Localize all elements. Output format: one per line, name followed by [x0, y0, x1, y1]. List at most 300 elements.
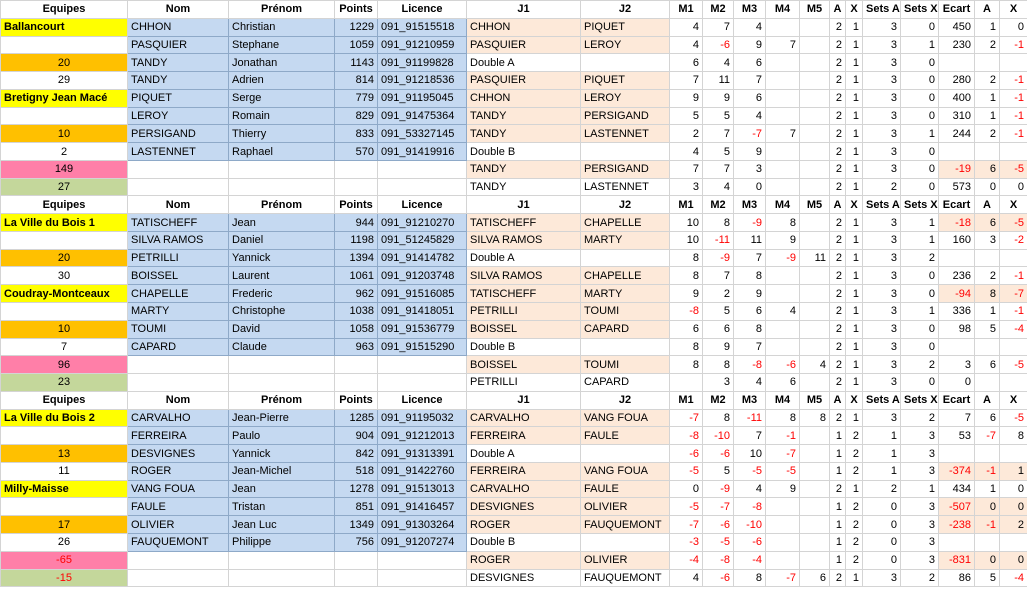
cell-j2[interactable] [581, 445, 670, 463]
cell-j2[interactable]: PIQUET [581, 18, 670, 36]
cell-m1[interactable]: -8 [670, 427, 703, 445]
team-cell[interactable]: 2 [1, 143, 128, 161]
team-cell[interactable] [1, 231, 128, 249]
cell-a[interactable]: 1 [830, 498, 846, 516]
team-cell[interactable]: Bretigny Jean Macé [1, 89, 128, 107]
cell-m4[interactable]: 8 [766, 409, 800, 427]
cell-nom[interactable]: SILVA RAMOS [128, 231, 229, 249]
cell-m4[interactable] [766, 338, 800, 356]
team-cell[interactable]: 29 [1, 72, 128, 90]
cell-m2[interactable]: 8 [703, 356, 734, 374]
cell-j2[interactable]: CAPARD [581, 374, 670, 392]
cell-nom[interactable]: LASTENNET [128, 143, 229, 161]
cell-sets_a[interactable]: 3 [863, 214, 901, 232]
cell-m1[interactable]: 4 [670, 569, 703, 587]
cell-nom[interactable]: OLIVIER [128, 516, 229, 534]
cell-m2[interactable]: -5 [703, 533, 734, 551]
cell-licence[interactable] [378, 356, 467, 374]
cell-m1[interactable]: 9 [670, 89, 703, 107]
cell-a2[interactable]: 1 [975, 89, 1000, 107]
cell-m3[interactable]: 6 [734, 303, 766, 321]
cell-j1[interactable]: CHHON [467, 18, 581, 36]
cell-x2[interactable]: -1 [1000, 125, 1027, 143]
cell-m2[interactable]: 2 [703, 285, 734, 303]
cell-nom[interactable]: CHAPELLE [128, 285, 229, 303]
cell-m3[interactable]: -8 [734, 356, 766, 374]
cell-sets_x[interactable]: 0 [901, 267, 939, 285]
cell-ecart[interactable]: -238 [939, 516, 975, 534]
cell-m3[interactable]: 7 [734, 427, 766, 445]
cell-a[interactable]: 2 [830, 267, 846, 285]
cell-m2[interactable]: 4 [703, 178, 734, 196]
cell-j2[interactable] [581, 249, 670, 267]
cell-m2[interactable]: -9 [703, 249, 734, 267]
cell-m2[interactable]: 5 [703, 107, 734, 125]
cell-m1[interactable]: 10 [670, 231, 703, 249]
cell-sets_a[interactable]: 1 [863, 427, 901, 445]
cell-x2[interactable]: -5 [1000, 356, 1027, 374]
cell-j1[interactable]: BOISSEL [467, 320, 581, 338]
cell-m4[interactable] [766, 533, 800, 551]
cell-sets_x[interactable]: 1 [901, 36, 939, 54]
cell-points[interactable]: 1229 [335, 18, 378, 36]
team-cell[interactable]: 30 [1, 267, 128, 285]
cell-a[interactable]: 2 [830, 338, 846, 356]
cell-m5[interactable]: 11 [800, 249, 830, 267]
cell-sets_x[interactable]: 0 [901, 338, 939, 356]
cell-j1[interactable]: PETRILLI [467, 303, 581, 321]
cell-m5[interactable] [800, 533, 830, 551]
cell-j1[interactable]: PASQUIER [467, 36, 581, 54]
cell-x2[interactable]: -7 [1000, 285, 1027, 303]
cell-j2[interactable]: VANG FOUA [581, 409, 670, 427]
cell-points[interactable] [335, 160, 378, 178]
cell-m2[interactable]: -6 [703, 516, 734, 534]
cell-x[interactable]: 1 [846, 72, 863, 90]
cell-m2[interactable]: 4 [703, 54, 734, 72]
cell-x[interactable]: 2 [846, 462, 863, 480]
cell-points[interactable]: 756 [335, 533, 378, 551]
cell-m3[interactable]: -4 [734, 551, 766, 569]
cell-m5[interactable] [800, 445, 830, 463]
cell-m2[interactable]: -6 [703, 36, 734, 54]
cell-x2[interactable]: -4 [1000, 320, 1027, 338]
cell-a2[interactable]: 2 [975, 125, 1000, 143]
cell-m4[interactable] [766, 143, 800, 161]
cell-points[interactable]: 963 [335, 338, 378, 356]
cell-m4[interactable] [766, 89, 800, 107]
cell-j1[interactable]: FERREIRA [467, 427, 581, 445]
cell-m1[interactable]: 5 [670, 107, 703, 125]
cell-m2[interactable]: 7 [703, 267, 734, 285]
cell-nom[interactable] [128, 374, 229, 392]
cell-j2[interactable] [581, 338, 670, 356]
cell-j1[interactable]: TANDY [467, 160, 581, 178]
cell-x[interactable]: 1 [846, 160, 863, 178]
cell-m5[interactable]: 8 [800, 409, 830, 427]
cell-x[interactable]: 1 [846, 107, 863, 125]
cell-licence[interactable]: 091_91515518 [378, 18, 467, 36]
cell-sets_a[interactable]: 3 [863, 249, 901, 267]
cell-points[interactable]: 1394 [335, 249, 378, 267]
cell-points[interactable]: 779 [335, 89, 378, 107]
cell-a2[interactable]: 6 [975, 409, 1000, 427]
cell-m3[interactable]: 3 [734, 160, 766, 178]
team-cell[interactable]: Ballancourt [1, 18, 128, 36]
cell-x[interactable]: 1 [846, 18, 863, 36]
cell-prenom[interactable] [229, 374, 335, 392]
team-cell[interactable]: 96 [1, 356, 128, 374]
cell-x[interactable]: 1 [846, 285, 863, 303]
cell-a[interactable]: 1 [830, 445, 846, 463]
cell-j2[interactable]: TOUMI [581, 303, 670, 321]
cell-points[interactable]: 1285 [335, 409, 378, 427]
cell-a2[interactable]: 0 [975, 498, 1000, 516]
cell-j2[interactable]: PERSIGAND [581, 107, 670, 125]
cell-sets_a[interactable]: 3 [863, 160, 901, 178]
cell-m5[interactable] [800, 285, 830, 303]
cell-m1[interactable]: 6 [670, 54, 703, 72]
cell-nom[interactable]: PETRILLI [128, 249, 229, 267]
cell-a2[interactable] [975, 143, 1000, 161]
cell-prenom[interactable]: Tristan [229, 498, 335, 516]
cell-points[interactable]: 1058 [335, 320, 378, 338]
cell-ecart[interactable]: 230 [939, 36, 975, 54]
cell-sets_x[interactable]: 2 [901, 249, 939, 267]
cell-x2[interactable]: -5 [1000, 214, 1027, 232]
cell-licence[interactable]: 091_91203748 [378, 267, 467, 285]
cell-sets_a[interactable]: 3 [863, 89, 901, 107]
cell-sets_a[interactable]: 1 [863, 445, 901, 463]
cell-licence[interactable]: 091_91212013 [378, 427, 467, 445]
cell-m1[interactable]: 3 [670, 178, 703, 196]
cell-j2[interactable]: FAUQUEMONT [581, 569, 670, 587]
cell-a[interactable]: 2 [830, 178, 846, 196]
cell-x[interactable]: 1 [846, 356, 863, 374]
cell-m3[interactable]: 10 [734, 445, 766, 463]
cell-x[interactable]: 1 [846, 231, 863, 249]
cell-m4[interactable]: 8 [766, 214, 800, 232]
cell-m4[interactable] [766, 18, 800, 36]
cell-sets_a[interactable]: 3 [863, 72, 901, 90]
team-cell[interactable]: -65 [1, 551, 128, 569]
cell-m1[interactable]: 4 [670, 36, 703, 54]
cell-a2[interactable]: 1 [975, 107, 1000, 125]
cell-x2[interactable]: -1 [1000, 89, 1027, 107]
cell-prenom[interactable]: Adrien [229, 72, 335, 90]
cell-m3[interactable]: 9 [734, 285, 766, 303]
cell-m2[interactable]: 9 [703, 338, 734, 356]
cell-j1[interactable]: CARVALHO [467, 480, 581, 498]
cell-j1[interactable]: Double B [467, 143, 581, 161]
cell-m3[interactable]: 7 [734, 249, 766, 267]
cell-m5[interactable] [800, 374, 830, 392]
cell-sets_x[interactable]: 0 [901, 160, 939, 178]
cell-a2[interactable] [975, 445, 1000, 463]
cell-a2[interactable]: 6 [975, 356, 1000, 374]
cell-sets_x[interactable]: 0 [901, 320, 939, 338]
cell-m3[interactable]: -11 [734, 409, 766, 427]
team-cell[interactable]: 23 [1, 374, 128, 392]
cell-points[interactable]: 1278 [335, 480, 378, 498]
cell-nom[interactable]: ROGER [128, 462, 229, 480]
cell-x[interactable]: 1 [846, 178, 863, 196]
cell-ecart[interactable] [939, 249, 975, 267]
cell-m1[interactable]: 4 [670, 18, 703, 36]
cell-a[interactable]: 2 [830, 214, 846, 232]
cell-licence[interactable]: 091_91416457 [378, 498, 467, 516]
cell-j1[interactable]: Double A [467, 249, 581, 267]
cell-m2[interactable]: 7 [703, 160, 734, 178]
cell-j2[interactable]: CHAPELLE [581, 214, 670, 232]
cell-a2[interactable] [975, 533, 1000, 551]
cell-j1[interactable]: Double A [467, 445, 581, 463]
cell-x[interactable]: 1 [846, 36, 863, 54]
cell-a[interactable]: 2 [830, 374, 846, 392]
cell-j2[interactable]: LASTENNET [581, 125, 670, 143]
cell-ecart[interactable]: 53 [939, 427, 975, 445]
cell-a2[interactable]: 1 [975, 480, 1000, 498]
cell-x2[interactable] [1000, 533, 1027, 551]
cell-x[interactable]: 1 [846, 374, 863, 392]
cell-ecart[interactable]: 450 [939, 18, 975, 36]
cell-nom[interactable]: TANDY [128, 54, 229, 72]
cell-ecart[interactable]: -19 [939, 160, 975, 178]
cell-a2[interactable]: 5 [975, 569, 1000, 587]
cell-ecart[interactable] [939, 533, 975, 551]
cell-sets_x[interactable]: 1 [901, 125, 939, 143]
cell-points[interactable]: 842 [335, 445, 378, 463]
cell-x[interactable]: 1 [846, 409, 863, 427]
cell-m5[interactable] [800, 214, 830, 232]
cell-sets_x[interactable]: 2 [901, 569, 939, 587]
cell-m4[interactable] [766, 516, 800, 534]
cell-a[interactable]: 2 [830, 125, 846, 143]
cell-nom[interactable]: PERSIGAND [128, 125, 229, 143]
cell-sets_a[interactable]: 0 [863, 516, 901, 534]
cell-x2[interactable] [1000, 143, 1027, 161]
cell-m5[interactable] [800, 143, 830, 161]
cell-j1[interactable]: SILVA RAMOS [467, 267, 581, 285]
cell-x2[interactable]: -4 [1000, 569, 1027, 587]
cell-m2[interactable]: 7 [703, 125, 734, 143]
cell-prenom[interactable]: Jean [229, 480, 335, 498]
cell-a[interactable]: 2 [830, 285, 846, 303]
cell-m3[interactable]: 8 [734, 320, 766, 338]
cell-x[interactable]: 1 [846, 569, 863, 587]
cell-licence[interactable]: 091_91313391 [378, 445, 467, 463]
cell-a2[interactable]: 2 [975, 36, 1000, 54]
cell-x[interactable]: 2 [846, 498, 863, 516]
cell-sets_a[interactable]: 3 [863, 374, 901, 392]
cell-j1[interactable]: Double B [467, 338, 581, 356]
cell-ecart[interactable]: 160 [939, 231, 975, 249]
cell-x2[interactable]: -5 [1000, 160, 1027, 178]
cell-a[interactable]: 2 [830, 320, 846, 338]
cell-a2[interactable]: 0 [975, 178, 1000, 196]
cell-nom[interactable]: CAPARD [128, 338, 229, 356]
cell-nom[interactable]: PASQUIER [128, 36, 229, 54]
cell-j2[interactable]: MARTY [581, 231, 670, 249]
cell-x2[interactable]: -1 [1000, 72, 1027, 90]
cell-sets_x[interactable]: 1 [901, 480, 939, 498]
cell-m1[interactable]: 8 [670, 249, 703, 267]
cell-m3[interactable]: 8 [734, 267, 766, 285]
cell-x[interactable]: 2 [846, 551, 863, 569]
cell-m1[interactable]: 7 [670, 72, 703, 90]
cell-m5[interactable] [800, 54, 830, 72]
cell-points[interactable] [335, 569, 378, 587]
cell-x2[interactable]: 0 [1000, 551, 1027, 569]
cell-ecart[interactable]: -18 [939, 214, 975, 232]
cell-m1[interactable]: -8 [670, 303, 703, 321]
cell-x2[interactable]: -2 [1000, 231, 1027, 249]
cell-j1[interactable]: PETRILLI [467, 374, 581, 392]
cell-j1[interactable]: CHHON [467, 89, 581, 107]
cell-a2[interactable]: 1 [975, 303, 1000, 321]
team-cell[interactable]: 10 [1, 125, 128, 143]
cell-j1[interactable]: TATISCHEFF [467, 285, 581, 303]
team-cell[interactable]: 10 [1, 320, 128, 338]
cell-m3[interactable]: -8 [734, 498, 766, 516]
cell-m5[interactable] [800, 551, 830, 569]
cell-m4[interactable]: 7 [766, 125, 800, 143]
cell-sets_x[interactable]: 0 [901, 54, 939, 72]
cell-prenom[interactable]: Jonathan [229, 54, 335, 72]
cell-m5[interactable] [800, 267, 830, 285]
cell-m5[interactable] [800, 320, 830, 338]
cell-sets_a[interactable]: 3 [863, 356, 901, 374]
cell-x[interactable]: 1 [846, 125, 863, 143]
cell-prenom[interactable]: Laurent [229, 267, 335, 285]
cell-j1[interactable]: Double A [467, 54, 581, 72]
team-cell[interactable]: 20 [1, 249, 128, 267]
cell-x2[interactable] [1000, 54, 1027, 72]
cell-sets_x[interactable]: 1 [901, 231, 939, 249]
cell-j2[interactable]: LEROY [581, 89, 670, 107]
cell-m5[interactable]: 6 [800, 569, 830, 587]
cell-m4[interactable]: 4 [766, 303, 800, 321]
cell-m1[interactable]: 10 [670, 214, 703, 232]
cell-ecart[interactable]: 7 [939, 409, 975, 427]
cell-points[interactable]: 1061 [335, 267, 378, 285]
cell-ecart[interactable]: 86 [939, 569, 975, 587]
cell-nom[interactable]: TANDY [128, 72, 229, 90]
cell-nom[interactable] [128, 356, 229, 374]
cell-sets_x[interactable]: 1 [901, 214, 939, 232]
cell-m4[interactable] [766, 267, 800, 285]
cell-sets_x[interactable]: 2 [901, 409, 939, 427]
cell-points[interactable] [335, 356, 378, 374]
cell-sets_x[interactable]: 0 [901, 18, 939, 36]
cell-a[interactable]: 2 [830, 54, 846, 72]
cell-m4[interactable] [766, 551, 800, 569]
cell-m1[interactable]: -7 [670, 409, 703, 427]
cell-j1[interactable]: FERREIRA [467, 462, 581, 480]
cell-points[interactable]: 851 [335, 498, 378, 516]
cell-sets_a[interactable]: 3 [863, 107, 901, 125]
cell-ecart[interactable]: 434 [939, 480, 975, 498]
cell-ecart[interactable]: 336 [939, 303, 975, 321]
cell-x2[interactable] [1000, 374, 1027, 392]
cell-m1[interactable]: 2 [670, 125, 703, 143]
cell-licence[interactable]: 091_91210270 [378, 214, 467, 232]
cell-ecart[interactable]: 573 [939, 178, 975, 196]
cell-m2[interactable]: 9 [703, 89, 734, 107]
cell-m4[interactable]: -5 [766, 462, 800, 480]
cell-x[interactable]: 1 [846, 267, 863, 285]
cell-m1[interactable]: -3 [670, 533, 703, 551]
cell-licence[interactable]: 091_91195032 [378, 409, 467, 427]
cell-m2[interactable]: 11 [703, 72, 734, 90]
cell-m2[interactable]: -9 [703, 480, 734, 498]
cell-j2[interactable]: PERSIGAND [581, 160, 670, 178]
cell-j2[interactable]: VANG FOUA [581, 462, 670, 480]
cell-points[interactable]: 1349 [335, 516, 378, 534]
cell-ecart[interactable] [939, 338, 975, 356]
cell-licence[interactable]: 091_91422760 [378, 462, 467, 480]
cell-prenom[interactable]: Daniel [229, 231, 335, 249]
cell-sets_x[interactable]: 3 [901, 551, 939, 569]
cell-a[interactable]: 2 [830, 89, 846, 107]
cell-licence[interactable]: 091_91210959 [378, 36, 467, 54]
cell-sets_a[interactable]: 3 [863, 338, 901, 356]
cell-x[interactable]: 2 [846, 427, 863, 445]
cell-m1[interactable]: -5 [670, 462, 703, 480]
cell-x[interactable]: 1 [846, 214, 863, 232]
team-cell[interactable]: -15 [1, 569, 128, 587]
cell-j1[interactable]: ROGER [467, 516, 581, 534]
cell-a2[interactable]: 5 [975, 320, 1000, 338]
cell-j1[interactable]: SILVA RAMOS [467, 231, 581, 249]
cell-x[interactable]: 2 [846, 445, 863, 463]
cell-nom[interactable]: BOISSEL [128, 267, 229, 285]
cell-licence[interactable] [378, 178, 467, 196]
cell-sets_a[interactable]: 0 [863, 551, 901, 569]
cell-nom[interactable]: FAULE [128, 498, 229, 516]
cell-m2[interactable]: -6 [703, 445, 734, 463]
cell-j2[interactable]: FAULE [581, 480, 670, 498]
team-cell[interactable] [1, 303, 128, 321]
cell-a[interactable]: 2 [830, 249, 846, 267]
cell-m4[interactable] [766, 160, 800, 178]
cell-prenom[interactable] [229, 551, 335, 569]
cell-x[interactable]: 1 [846, 320, 863, 338]
cell-points[interactable]: 570 [335, 143, 378, 161]
cell-a2[interactable]: 0 [975, 551, 1000, 569]
cell-prenom[interactable]: Jean-Pierre [229, 409, 335, 427]
cell-licence[interactable]: 091_53327145 [378, 125, 467, 143]
cell-x2[interactable]: 0 [1000, 178, 1027, 196]
cell-j2[interactable]: CAPARD [581, 320, 670, 338]
cell-x[interactable]: 1 [846, 480, 863, 498]
cell-m2[interactable]: 8 [703, 409, 734, 427]
team-cell[interactable]: 17 [1, 516, 128, 534]
cell-m4[interactable]: 6 [766, 374, 800, 392]
cell-a2[interactable]: 2 [975, 267, 1000, 285]
cell-a[interactable]: 2 [830, 231, 846, 249]
cell-a[interactable]: 2 [830, 18, 846, 36]
cell-ecart[interactable]: 310 [939, 107, 975, 125]
cell-j2[interactable] [581, 54, 670, 72]
cell-sets_a[interactable]: 3 [863, 231, 901, 249]
cell-m3[interactable]: 4 [734, 18, 766, 36]
cell-nom[interactable]: MARTY [128, 303, 229, 321]
cell-prenom[interactable]: Philippe [229, 533, 335, 551]
cell-m5[interactable] [800, 36, 830, 54]
cell-sets_a[interactable]: 3 [863, 125, 901, 143]
cell-a2[interactable]: -7 [975, 427, 1000, 445]
